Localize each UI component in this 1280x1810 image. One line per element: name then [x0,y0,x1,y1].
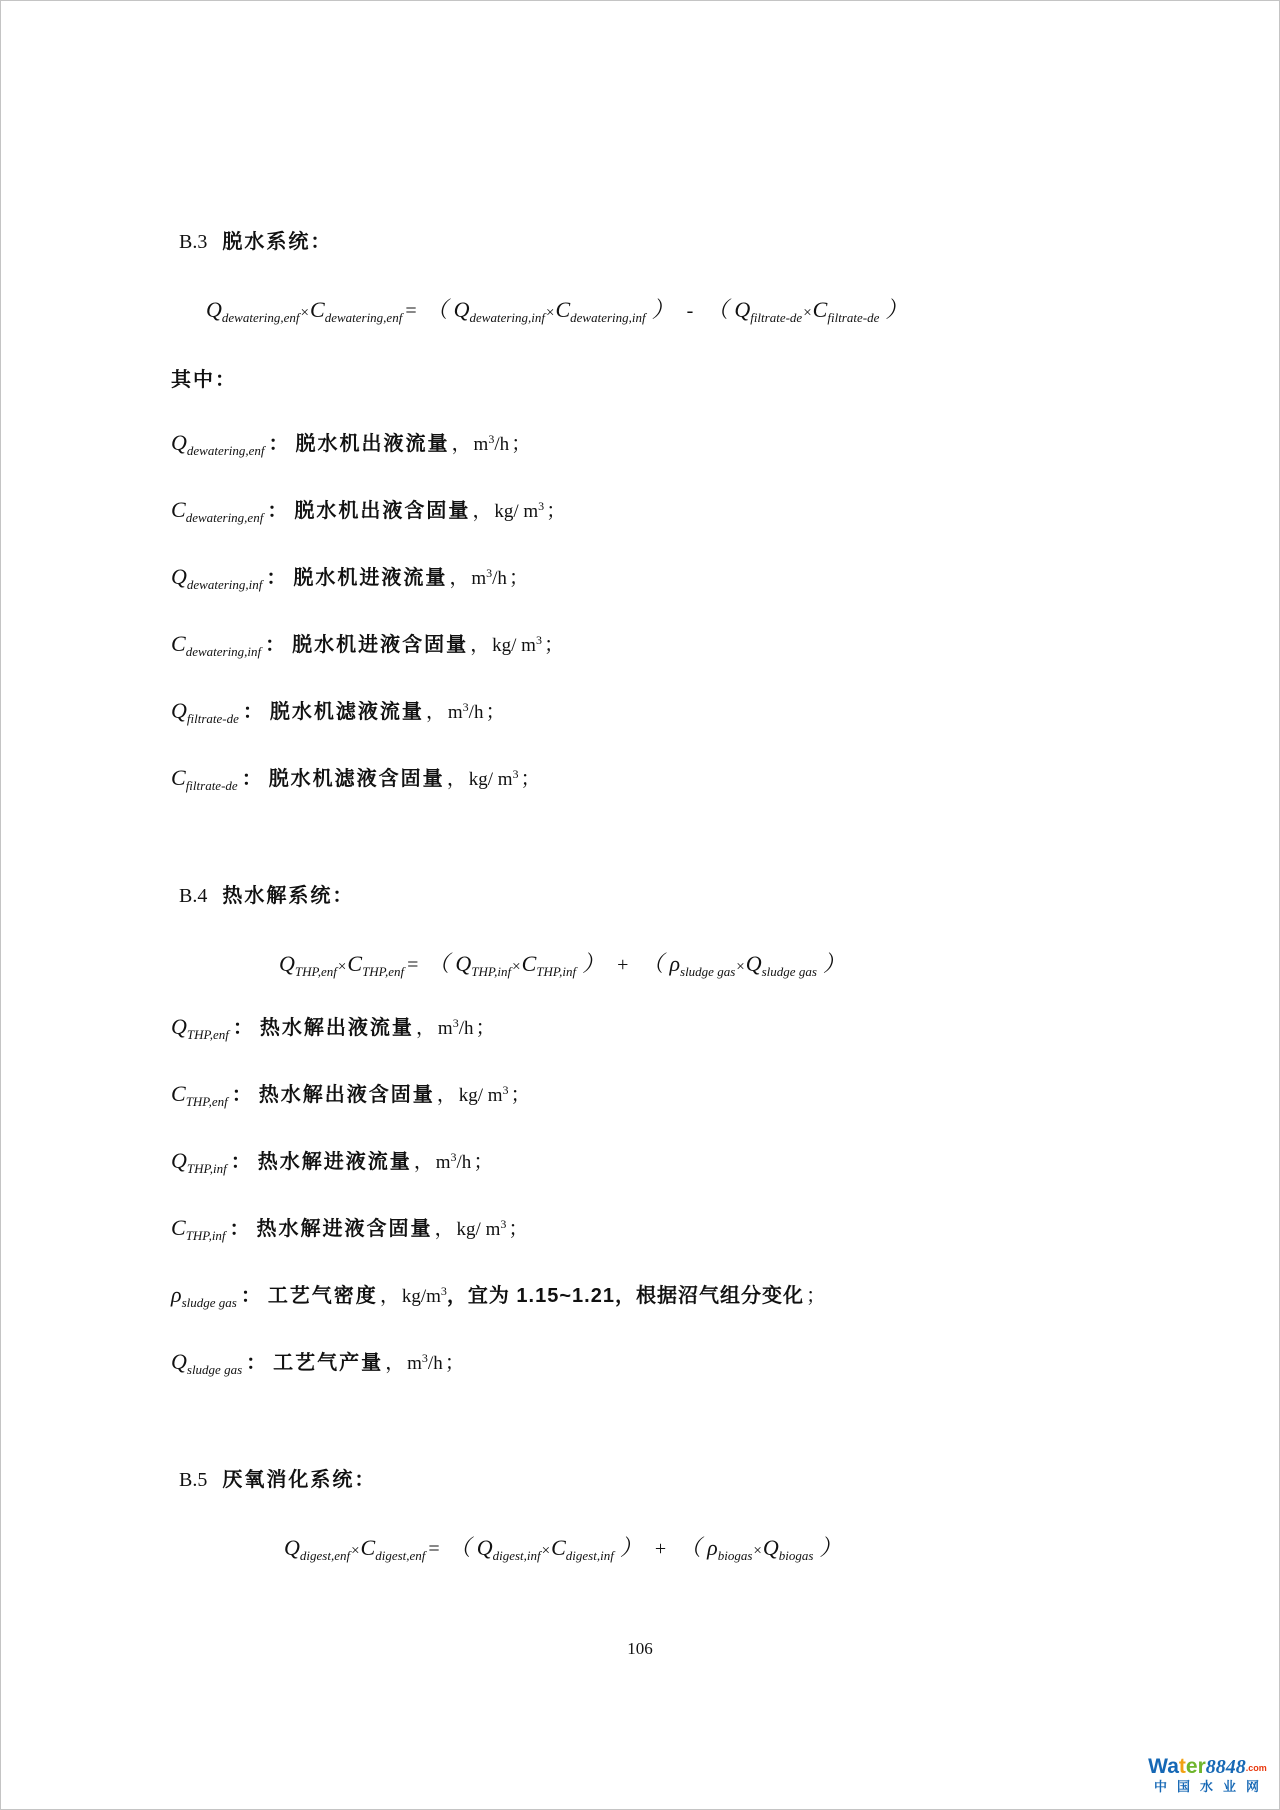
def-sub: THP,enf [185,1094,228,1109]
formula-subscript: digest,enf [299,1548,351,1563]
def-end: ； [475,1017,496,1039]
def-end: ； [510,1084,531,1106]
formula-operator: + [654,1538,667,1560]
def-sub: filtrate-de [185,778,238,793]
def-sub: sludge gas [186,1362,243,1377]
def-unit_sup: 3 [538,499,545,513]
formula-operator: × [545,305,555,321]
formula-operator: = [407,954,419,976]
def-label: 脱水机出液流量 [295,433,450,455]
def-unit_sup: 3 [488,432,495,446]
def-colon: ： [231,1084,252,1106]
def-unit_pre: kg/ m [458,1085,503,1106]
formula-variable: C [555,297,571,322]
formula-variable: Q [279,951,295,976]
def-end: ； [805,1285,826,1307]
formula-variable: Q [476,1535,493,1560]
def-colon: ： [242,701,263,723]
formula-subscript: filtrate-de [827,310,880,325]
formula-variable: ρ [669,951,681,976]
definition-line [171,1145,826,1176]
formula-operator: × [753,1543,762,1559]
def-label: 工艺气产量 [273,1352,384,1374]
page-number: 106 [627,1639,653,1658]
def-sym: C [171,765,186,790]
logo-8848: 8848 [1205,1756,1246,1778]
logo-letter: a [1167,1755,1179,1778]
def-sub: dewatering,inf [185,644,262,659]
logo-letter: t [1178,1755,1186,1778]
def-end: ； [520,768,541,790]
where-label: 其中： [171,369,237,391]
def-colon: ： [267,500,288,522]
def-unit_sup: 3 [535,633,542,647]
formula-subscript: digest,inf [565,1548,614,1563]
def-end: ； [473,1151,494,1173]
section-b5-number: B.5 [179,1469,208,1491]
definition-line [171,1011,826,1042]
def-label: 脱水机滤液含固量 [268,768,445,790]
def-unit_post: /h [456,1152,472,1173]
formula-b4 [279,947,851,980]
logo-wordmark [1146,1756,1269,1777]
formula-subscript: biogas [717,1548,753,1563]
def-label: 脱水机进液含固量 [292,634,469,656]
def-colon: ： [229,1218,250,1240]
def-unit_sup: 3 [512,767,519,781]
formula-operator: × [337,959,347,975]
def-unit_pre: kg/ m [492,635,536,656]
def-sub: THP,inf [185,1228,226,1243]
formula-operator: × [351,1543,360,1559]
definition-line [171,1279,826,1310]
formula-subscript: THP,inf [536,964,577,979]
def-label: 脱水机滤液流量 [269,701,424,723]
formula-subscript: dewatering,inf [469,310,545,325]
section-b3-heading [179,225,332,254]
def-unit_sup: 3 [502,1083,509,1097]
formula-variable: C [521,951,537,976]
formula-subscript: THP,inf [471,964,512,979]
def-comma: ， [425,701,446,723]
def-colon: ： [241,768,262,790]
formula-operator: （ [641,951,664,976]
section-b5-heading [179,1463,376,1492]
def-end: ； [508,567,529,589]
def-unit_pre: m [471,568,487,589]
def-sym: C [171,1215,186,1240]
def-comma: ， [434,1218,455,1240]
def-sym: Q [171,1349,187,1374]
formula-operator: （ [427,951,450,976]
def-label: 热水解出液含固量 [258,1084,435,1106]
def-comma: ， [413,1151,434,1173]
def-label: 脱水机出液含固量 [294,500,471,522]
def-comma: ， [379,1285,400,1307]
def-sym: C [171,1081,186,1106]
def-unit_sup: 3 [486,566,493,580]
logo-letter: r [1197,1755,1206,1778]
def-extra: ，宜为 1.15~1.21，根据沼气组分变化 [446,1285,804,1307]
def-end: ； [485,701,506,723]
section-b3-number: B.3 [179,231,208,253]
def-sub: dewatering,inf [186,577,263,592]
formula-operator: - [686,300,694,322]
definition-line [171,1078,826,1109]
def-colon: ： [230,1151,251,1173]
def-colon: ： [240,1285,261,1307]
def-end: ； [508,1218,529,1240]
logo-letter: W [1148,1755,1168,1778]
formula-operator: ） [651,297,674,322]
def-unit_post: /h [458,1018,474,1039]
formula-operator: （ [425,297,448,322]
section-b4-title: 热水解系统： [222,885,355,907]
formula-operator: ） [822,951,845,976]
def-sym: Q [171,564,187,589]
def-sub: dewatering,enf [185,510,264,525]
def-unit_sup: 3 [462,700,469,714]
formula-operator: ） [885,297,908,322]
formula-variable: C [551,1535,566,1560]
formula-subscript: sludge gas [680,964,736,979]
def-sym: ρ [171,1282,182,1307]
formula-operator: （ [706,297,729,322]
formula-b5 [284,1531,847,1564]
formula-operator: × [736,959,745,975]
section-b4-heading [179,879,354,908]
def-comma: ， [470,634,491,656]
def-sym: Q [171,430,187,455]
formula-subscript: THP,enf [362,964,405,979]
def-sym: Q [171,1148,187,1173]
formula-operator: ） [619,1535,642,1560]
def-sub: THP,inf [186,1161,227,1176]
def-comma: ， [415,1017,436,1039]
def-label: 工艺气密度 [267,1285,378,1307]
def-unit_pre: kg/ m [468,769,513,790]
section-b5-title: 厌氧消化系统： [222,1469,377,1491]
def-unit_pre: kg/ m [456,1219,501,1240]
logo-dotcom: .com [1245,1763,1267,1773]
definition-line [171,762,566,793]
formula-operator: = [428,1538,440,1560]
def-colon: ： [265,634,286,656]
def-unit_post: /h [492,568,507,589]
formula-subscript: dewatering,enf [324,310,403,325]
formula-variable: C [360,1535,376,1560]
def-colon: ： [246,1352,267,1374]
formula-subscript: digest,inf [492,1548,541,1563]
def-unit_pre: m [447,702,463,723]
formula-variable: Q [453,297,470,322]
formula-variable: Q [734,297,751,322]
formula-operator: × [803,305,812,321]
formula-operator: ） [582,951,605,976]
formula-variable: ρ [707,1535,718,1560]
formula-variable: Q [762,1535,779,1560]
definitions-b4 [171,1011,826,1413]
def-comma: ， [451,433,472,455]
def-sub: filtrate-de [186,711,239,726]
formula-variable: C [310,297,325,322]
formula-subscript: sludge gas [761,964,817,979]
def-end: ； [444,1352,465,1374]
def-label: 热水解进液含固量 [256,1218,433,1240]
formula-variable: Q [745,951,762,976]
logo-subtitle: 中国水业网 [1153,1779,1269,1794]
def-sub: THP,enf [186,1027,229,1042]
definitions-b3 [171,427,566,829]
def-comma: ， [449,567,470,589]
water8848-logo [1146,1756,1269,1793]
formula-operator: × [541,1543,551,1559]
definition-line [171,561,566,592]
definition-line [171,628,566,659]
def-sub: dewatering,enf [186,443,265,458]
def-comma: ， [446,768,467,790]
formula-variable: C [812,297,828,322]
def-unit_pre: kg/ m [494,501,539,522]
formula-variable: Q [284,1535,300,1560]
def-end: ； [546,500,567,522]
formula-operator: （ [448,1535,471,1560]
formula-variable: Q [455,951,472,976]
def-unit_post: /h [468,702,484,723]
def-unit_pre: m [435,1152,451,1173]
def-unit_pre: m [407,1353,422,1374]
formula-subscript: digest,enf [375,1548,426,1563]
def-unit_post: /h [494,434,510,455]
formula-variable: Q [206,297,222,322]
formula-operator: ） [819,1535,842,1560]
definition-line [171,494,567,525]
def-unit_sup: 3 [500,1217,507,1231]
def-unit_pre: m [473,434,489,455]
def-unit_pre: m [437,1018,453,1039]
def-unit_post: /h [427,1353,443,1374]
formula-operator: = [405,300,417,322]
def-comma: ， [436,1084,457,1106]
def-label: 热水解进液流量 [257,1151,412,1173]
def-end: ； [511,433,532,455]
def-sym: C [171,631,186,656]
def-end: ； [543,634,564,656]
formula-variable: C [347,951,363,976]
formula-subscript: dewatering,enf [221,310,300,325]
def-sub: sludge gas [181,1295,237,1310]
def-label: 脱水机进液流量 [293,567,448,589]
logo-letter: e [1185,1755,1198,1778]
def-colon: ： [268,433,289,455]
def-sym: Q [171,1014,187,1039]
formula-subscript: biogas [778,1548,814,1563]
definition-line [171,1212,826,1243]
definition-line [171,1346,826,1377]
section-b4-number: B.4 [179,885,208,907]
def-label: 热水解出液流量 [259,1017,414,1039]
def-unit_sup: 3 [421,1351,428,1365]
def-comma: ， [472,500,493,522]
section-b3-title: 脱水系统： [222,231,333,253]
definition-line [171,695,566,726]
formula-operator: + [617,954,629,976]
formula-subscript: filtrate-de [750,310,803,325]
formula-operator: × [512,959,521,975]
formula-b3 [206,293,913,326]
def-unit_pre: kg/m [401,1286,441,1307]
def-sym: Q [171,698,187,723]
definition-line [171,427,566,458]
formula-subscript: dewatering,inf [570,310,646,325]
formula-operator: （ [679,1535,702,1560]
def-colon: ： [266,567,287,589]
def-colon: ： [232,1017,253,1039]
def-unit_sup: 3 [452,1016,459,1030]
logo-letters [1148,1755,1206,1778]
formula-operator: × [300,305,309,321]
def-sym: C [171,497,186,522]
formula-subscript: THP,enf [294,964,337,979]
def-comma: ， [385,1352,406,1374]
def-unit_sup: 3 [450,1150,457,1164]
def-unit_sup: 3 [440,1284,447,1298]
